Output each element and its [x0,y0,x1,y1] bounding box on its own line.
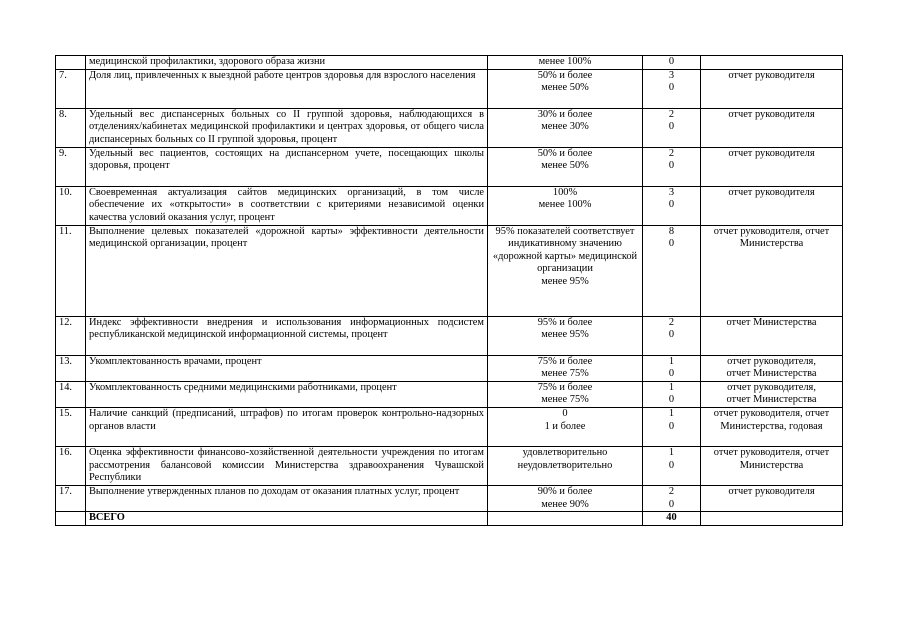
table-row [56,381,843,407]
indicator-name: Укомплектованность средними медицинскими работниками, процент [86,381,488,407]
table-row [56,69,843,108]
score-cell [643,147,701,186]
score-cell-line: 2 [668,316,675,328]
source-line: отчет руководителя, отчет Министерства [713,446,830,471]
criteria-table [55,55,843,526]
score-cell [643,355,701,381]
criterion-cell [488,69,643,108]
criterion-cell-line: неудовлетворительно [517,459,613,471]
criterion-cell [488,485,643,511]
criterion-cell-line: 90% и более [537,485,593,497]
criterion-cell [488,147,643,186]
criterion-cell-line: менее 75% [541,394,589,406]
criterion-cell-line: 30% и более [537,108,593,120]
score-cell-line: 0 [668,368,675,380]
criterion-cell [488,186,643,225]
indicator-name: медицинской профилактики, здорового образа жизни [86,56,488,70]
row-number: 8. [56,108,86,147]
source-cell [701,355,843,381]
source-line: отчет руководителя [728,69,815,81]
score-cell-line: 2 [668,147,675,159]
criterion-cell [488,407,643,446]
total-label: ВСЕГО [86,512,488,526]
criterion-cell-line: менее 50% [541,82,589,94]
score-cell-line: 0 [668,329,675,341]
source-line: отчет руководителя [728,147,815,159]
source-cell [701,485,843,511]
score-cell [643,407,701,446]
score-cell-line: 2 [668,108,675,120]
score-cell-line: 3 [668,69,675,81]
indicator-name: Оценка эффективности финансово-хозяйственной деятельности учреждения по итогам рассмотрения балансовой комиссии Министерства здравоохранения Чувашской Республики [86,446,488,485]
table-row [56,407,843,446]
source-line: отчет руководителя [728,108,815,120]
criterion-cell-line: удовлетворительно [522,446,608,458]
source-cell [701,316,843,355]
indicator-name: Доля лиц, привлеченных к выездной работе центров здоровья для взрослого населения [86,69,488,108]
criterion-cell-line: менее 30% [541,121,589,133]
source-cell [701,381,843,407]
criterion-cell [488,316,643,355]
score-cell-line: 1 [668,407,675,419]
indicator-name: Выполнение утвержденных планов по доходам от оказания платных услуг, процент [86,485,488,511]
criterion-cell-line: 0 [562,407,568,419]
table-row [56,446,843,485]
criterion-cell-line: 50% и более [537,147,593,159]
criterion-cell-line: 95% показателей соответствует индикативному значению «дорожной карты» медицинской организации [492,225,638,275]
criterion-cell [488,355,643,381]
criterion-cell-line: менее 95% [541,275,589,287]
indicator-name: Укомплектованность врачами, процент [86,355,488,381]
score-cell [643,225,701,316]
indicator-name: Своевременная актуализация сайтов медицинских организаций, в том числе обеспечение их «открытости» в соответствии с критериями независимой оценки качества условий оказания услуг, процент [86,186,488,225]
source-cell [701,56,843,70]
score-cell [643,56,701,70]
row-number: 12. [56,316,86,355]
table-row [56,147,843,186]
score-cell [643,69,701,108]
score-cell-line: 0 [668,121,675,133]
score-cell-line: 0 [668,199,675,211]
score-cell-line: 3 [668,186,675,198]
table-row [56,186,843,225]
indicator-name: Индекс эффективности внедрения и использования информационных подсистем республиканской медицинской информационной системы, процент [86,316,488,355]
row-number: 11. [56,225,86,316]
score-cell-line: 1 [668,355,675,367]
source-line: отчет руководителя, отчет Министерства [713,225,830,250]
source-line: отчет руководителя, [727,381,816,393]
row-number: 7. [56,69,86,108]
criterion-cell-line: менее 100% [538,56,592,67]
score-cell-line: 0 [668,82,675,94]
source-line: отчет руководителя [728,485,815,497]
criterion-cell [488,225,643,316]
table-row [56,56,843,70]
score-cell [643,485,701,511]
score-cell-line: 8 [668,225,675,237]
source-line: отчет руководителя, [727,355,816,367]
source-line: отчет Министерства [726,316,817,328]
total-empty-cell [488,512,643,526]
score-cell-line: 2 [668,485,675,497]
score-cell-line: 0 [668,238,675,250]
criterion-cell-line: 75% и более [537,381,593,393]
source-cell [701,147,843,186]
criterion-cell-line: менее 75% [541,368,589,380]
row-number: 16. [56,446,86,485]
criterion-cell [488,381,643,407]
score-cell-line: 1 [668,446,675,458]
table-row [56,355,843,381]
score-cell-line: 0 [668,459,675,471]
criterion-cell-line: 50% и более [537,69,593,81]
row-number: 15. [56,407,86,446]
score-cell-line: 0 [668,498,675,510]
score-cell [643,446,701,485]
criterion-cell-line: 100% [552,186,578,198]
total-empty-cell [56,512,86,526]
indicator-name: Выполнение целевых показателей «дорожной карты» эффективности деятельности медицинской организации, процент [86,225,488,316]
criterion-cell-line: 75% и более [537,355,593,367]
source-line: отчет руководителя, отчет Министерства, годовая [713,407,830,432]
source-cell [701,407,843,446]
indicator-name: Наличие санкций (предписаний, штрафов) по итогам проверок контрольно-надзорных органов власти [86,407,488,446]
score-cell-line: 1 [668,381,675,393]
score-cell-line: 0 [668,394,675,406]
score-cell [643,108,701,147]
total-score: 40 [643,512,701,526]
source-cell [701,69,843,108]
criteria-table-body [56,56,843,526]
score-cell-line: 0 [668,56,675,67]
source-line: отчет Министерства [726,368,817,380]
criterion-cell [488,56,643,70]
score-cell [643,186,701,225]
row-number: 10. [56,186,86,225]
row-number: 9. [56,147,86,186]
criterion-cell-line: менее 95% [541,329,589,341]
criterion-cell-line: 95% и более [537,316,593,328]
source-cell [701,446,843,485]
table-row [56,225,843,316]
score-cell [643,381,701,407]
total-empty-cell [701,512,843,526]
criterion-cell [488,108,643,147]
row-number: 13. [56,355,86,381]
criterion-cell [488,446,643,485]
source-line: отчет Министерства [726,394,817,406]
score-cell-line: 0 [668,420,675,432]
criterion-cell-line: 1 и более [544,420,586,432]
table-row [56,316,843,355]
score-cell [643,316,701,355]
row-number: 17. [56,485,86,511]
total-row [56,512,843,526]
indicator-name: Удельный вес диспансерных больных со II группой здоровья, наблюдающихся в отделениях/кабинетах медицинской профилактики и центрах здоровья, от общего числа диспансерных больных со II группой здоровья, процент [86,108,488,147]
source-cell [701,186,843,225]
criterion-cell-line: менее 90% [541,498,589,510]
score-cell-line: 0 [668,160,675,172]
row-number [56,56,86,70]
table-row [56,485,843,511]
criterion-cell-line: менее 50% [541,160,589,172]
table-row [56,108,843,147]
criterion-cell-line: менее 100% [538,199,592,211]
source-cell [701,225,843,316]
row-number: 14. [56,381,86,407]
indicator-name: Удельный вес пациентов, состоящих на диспансерном учете, посещающих школы здоровья, процент [86,147,488,186]
source-cell [701,108,843,147]
source-line: отчет руководителя [728,186,815,198]
